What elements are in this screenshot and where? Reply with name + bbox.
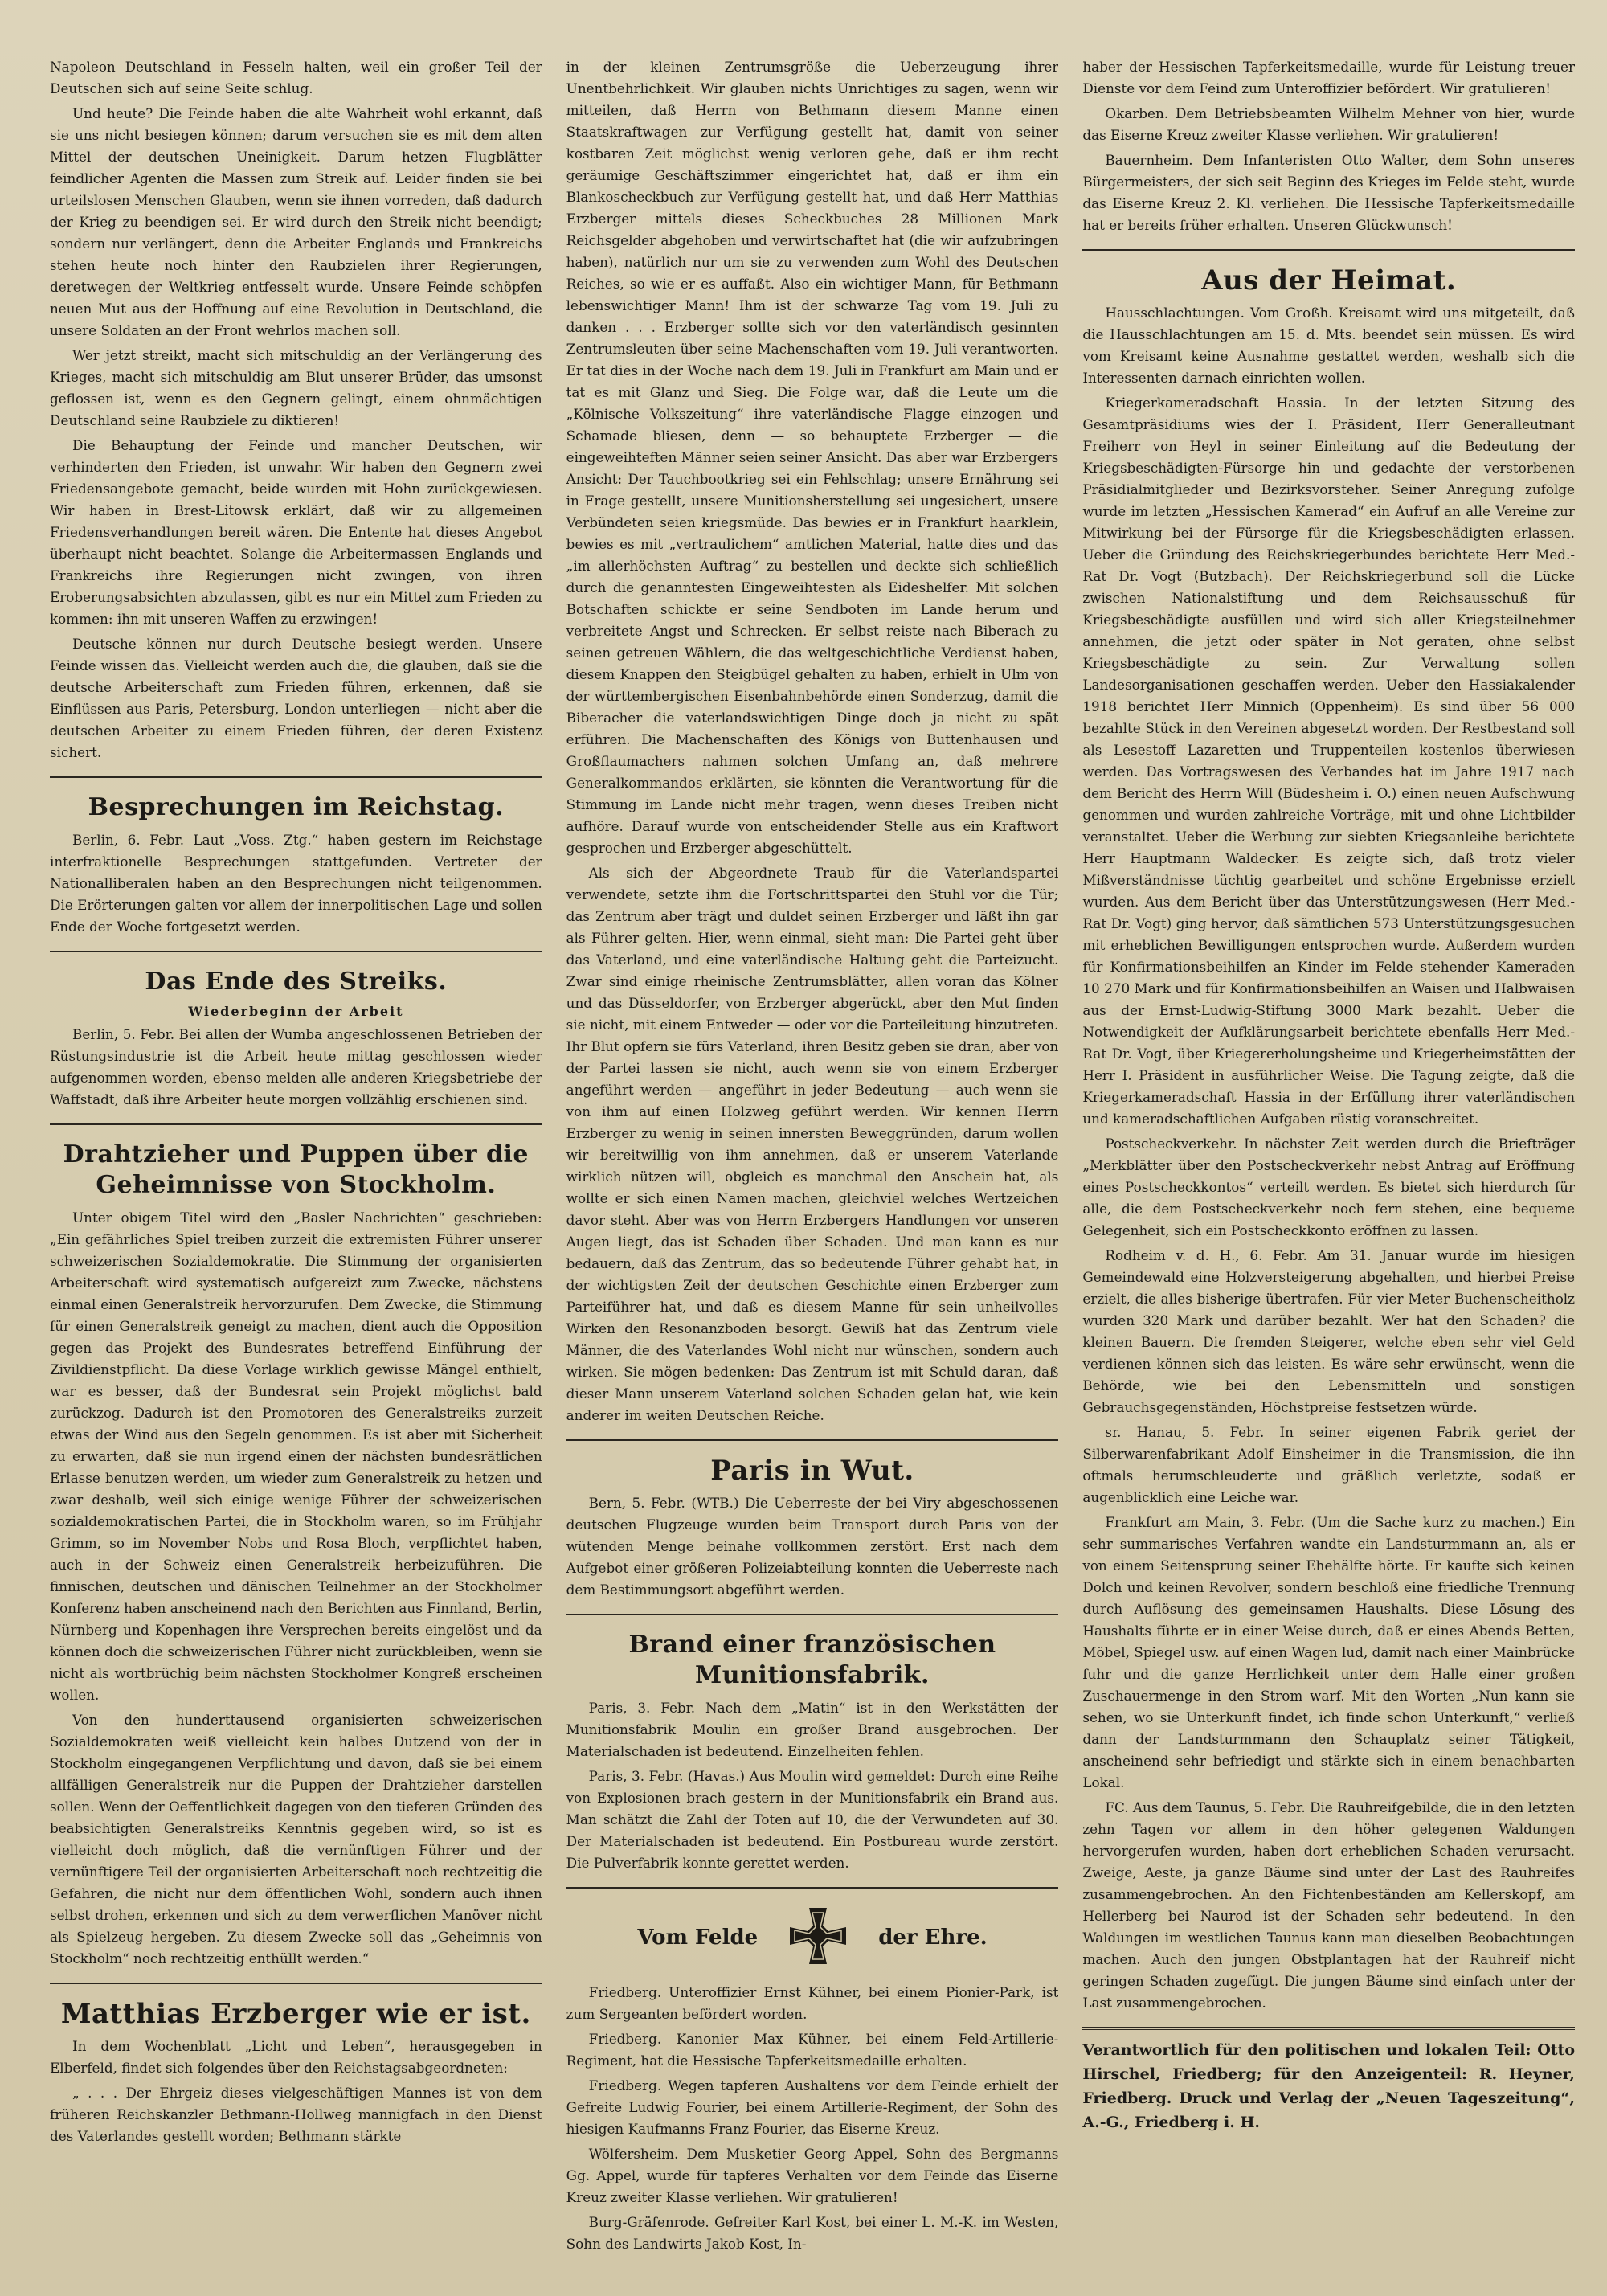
article-text: Wölfersheim. Dem Musketier Georg Appel, Sohn des Bergmanns Gg. Appel, wurde für tapferes Verhalten vor dem Feinde das Eiserne Kreuz zweiter Klasse verliehen. Wir gratulieren! [566,2146,1059,2205]
article-text: Burg-Gräfenrode. Gefreiter Karl Kost, bei einer L. M.-K. im Westen, Sohn des Landwirts Jakob Kost, In- [566,2214,1059,2252]
article-text: Friedberg. Unteroffizier Ernst Kühner, bei einem Pionier-Park, ist zum Sergeanten befördert worden. [566,1984,1059,2022]
article-text: Paris, 3. Febr. Nach dem „Matin“ ist in den Werkstätten der Munitionsfabrik Moulin ein großer Brand ausgebrochen. Der Materialschaden ist bedeutend. Einzelheiten fehlen. [566,1700,1059,1759]
article-text: Die Behauptung der Feinde und mancher Deutschen, wir verhinderten den Frieden, ist unwahr. Wir haben den Gegnern zwei Friedensangebote gemacht, beide wurden mit Hohn zurückgewiesen. Wir haben in Brest-Litowsk erklärt, daß wir zu allgemeinen Friedensverhandlungen bereit wären. Die Entente hat dieses Angebot überhaupt nicht beachtet. Solange die Arbeitermassen Englands und Frankreichs ihre Regierungen nicht zwingen, von ihren Eroberungsabsichten abzulassen, gibt es nur ein Mittel zum Frieden zu kommen: ihn mit unseren Waffen zu erzwingen! [50,437,542,627]
article-text: Unter obigem Titel wird den „Basler Nachrichten“ geschrieben: „Ein gefährliches Spiel treiben zurzeit die extremisten Führer unserer schweizerischen Sozialdemokratie. Die Stimmung der organisierten Arbeiterschaft wird systematisch aufgereizt zum Zwecke, nächstens einmal einen Generalstreik hervorzurufen. Dem Zwecke, die Stimmung für einen Generalstreik geneigt zu machen, dient auch die Opposition gegen das Projekt des Bundesrates betreffend Einführung der Zivildienstpflicht. Da diese Vorlage wirklich gewisse Mängel enthielt, war es besser, daß der Bundesrat sein Projekt möglichst bald zurückzog. Dadurch ist den Promotoren des Generalstreiks zurzeit etwas der Wind aus den Segeln genommen. Es ist aber mit Sicherheit zu erwarten, daß sie nun irgend einen der nächsten bundesrätlichen Erlasse benutzen werden, um wieder zum Generalstreik zu hetzen und zwar deshalb, weil sich einige wenige Führer der schweizerischen sozialdemokratischen Partei, die in Stockholm waren, so im Frühjahr Grimm, so im November Nobs und Rosa Bloch, verpflichtet haben, auch in der Schweiz einen Generalstreik herbeizuführen. Die finnischen, deutschen und dänischen Teilnehmer an der Stockholmer Konferenz haben anscheinend nach den Berichten aus Finnland, Berlin, Nürnberg und Kopenhagen ihre Versprechen bereits eingelöst und da können doch die schweizerischen Führer nicht zurückbleiben, wenn sie nicht als wortbrüchig beim nächsten Stockholmer Kongreß erscheinen wollen. [50,1209,542,1703]
article-text: Kriegerkameradschaft Hassia. In der letzten Sitzung des Gesamtpräsidiums wies der I. Präsident, Herr Generalleutnant Freiherr von Heyl in seiner Einleitung auf die Bedeutung der Kriegsbeschädigten-Fürsorge hin und gedachte der verstorbenen Präsidialmitglieder und Bezirksvorsteher. Seiner Anregung zufolge wurde im letzten „Hessischen Kamerad“ ein Aufruf an alle Vereine zur Mitwirkung bei der Fürsorge für die Kriegsbeschädigten erlassen. Ueber die Gründung des Reichskriegerbundes berichtete Herr Med.-Rat Dr. Vogt (Butzbach). Der Reichskriegerbund soll die Lücke zwischen Nationalstiftung und dem Reichsausschuß für Kriegsbeschädigte ausfüllen und wird sich aller Kriegsteilnehmer annehmen, die jetzt oder später in Not geraten, ohne selbst Kriegsbeschädigte zu sein. Zur Verwaltung sollen Landesorganisationen geschaffen werden. Ueber den Hassiakalender 1918 berichtet Herr Minnich (Oppenheim). Es sind über 56 000 bezahlte Stück in den Vereinen abgesetzt worden. Der Restbestand soll als Lesestoff Lazaretten und Truppenteilen kostenlos überwiesen werden. Das Vortragswesen des Verbandes hat im Jahre 1917 nach dem Bericht des Herrn Will (Büdesheim i. O.) einen neuen Aufschwung genommen und wurden zahlreiche Vorträge, mit und ohne Lichtbilder veranstaltet. Ueber die Werbung zur siebten Kriegsanleihe berichtete Herr Hauptmann Waldecker. Es zeigte sich, daß trotz vieler Mißverständnisse tüchtig gearbeitet und schöne Ergebnisse erzielt wurden. Aus dem Bericht über das Unterstützungswesen (Herr Med.-Rat Dr. Vogt) ging hervor, daß sämtlichen 573 Unterstützungsgesuchen mit erheblichen Bewilligungen entsprochen wurde. Außerdem wurden für Konfirmationsbeihilfen an Kinder im Felde stehender Kameraden 10 270 Mark und für Konfirmationsbeihilfen an Waisen und Halbwaisen aus der Ernst-Ludwig-Stiftung 3000 Mark bezahlt. Ueber die Notwendigkeit der Aufklärungsarbeit berichtete ebenfalls Herr Med.-Rat Dr. Vogt, über Kriegererholungsheime und Kriegerheimstätten der Herr I. Präsident in ausführlicher Weise. Die Tagung zeigte, daß die Kriegerkameradschaft Hassia in der Erfüllung ihrer vaterländischen und kameradschaftlichen Aufgaben rüstig voranschreitet. [1082,395,1576,1127]
article-text: Okarben. Dem Betriebsbeamten Wilhelm Mehner von hier, wurde das Eiserne Kreuz zweiter Klasse verliehen. Wir gratulieren! [1082,105,1576,143]
iron-cross-icon [787,1905,849,1971]
article-text: Deutsche können nur durch Deutsche besiegt werden. Unsere Feinde wissen das. Vielleicht werden auch die, die glauben, daß sie die deutsche Arbeiterschaft zum Frieden führen, erkennen, daß sie Einflüssen aus Paris, Petersburg, London unterliegen — nicht aber die deutschen Arbeiter zu einem Frieden führen, der deren Existenz sichert. [50,636,542,760]
article-text: Bern, 5. Febr. (WTB.) Die Ueberreste der bei Viry abgeschossenen deutschen Flugzeuge wurden beim Transport durch Paris von der wütenden Menge beinahe vollkommen zerstört. Erst nach dem Aufgebot einer größeren Polizeiabteilung konnten die Ueberreste nach dem Bestimmungsort abgeführt werden. [566,1495,1059,1598]
article-text: Als sich der Abgeordnete Traub für die Vaterlandspartei verwendete, setzte ihm die Fortschrittspartei den Stuhl vor die Tür; das Zentrum aber trägt und duldet seinen Erzberger und läßt ihn gar als Führer gelten. Hier, wenn einmal, sieht man: Die Partei geht über das Vaterland, und eine vaterländische Haltung geht die Parteizucht. Zwar sind einige rheinische Zentrumsblätter, allen voran das Kölner und das Düsseldorfer, von Erzberger abgerückt, aber den Mut finden sie nicht, mit einem Entweder — oder vor die Parteileitung hinzutreten. Ihr Blut opfern sie fürs Vaterland, ihren Besitz geben sie dran, aber von der Partei lassen sie nicht, auch wenn sie von einem Erzberger angeführt werden — angeführt in jeder Bedeutung — auch wenn sie von ihm auf einen Holzweg geführt werden. Wir kennen Herrn Erzberger zu wenig in seinen innersten Beweggründen, darum wollen wir bereitwillig von ihm annehmen, daß er unserem Vaterlande wirklich nützen will, obgleich es manchmal den Anschein hat, als wollte er sich einen Namen machen, gleichviel welches Wertzeichen davor steht. Aber was von Herrn Erzbergers Handlungen vor unseren Augen liegt, das ist Schaden über Schaden. Und man kann es nur bedauern, daß das Zentrum, das so bedeutende Führer gehabt hat, in der wichtigsten Zeit der deutschen Geschichte einen Erzberger zum Parteiführer hat, und daß es diesem Manne für sein unheilvolles Wirken den Resonanzboden besorgt. Gewiß hat das Zentrum viele Männer, die des Vaterlandes Wohl nicht nur wünschen, sondern auch wirken. Sie mögen bedenken: Das Zentrum ist mit Schuld daran, daß dieser Mann unserem Vaterland solchen Schaden gelan hat, wie kein anderer im weiten Deutschen Reiche. [566,865,1059,1423]
article-text: Postscheckverkehr. In nächster Zeit werden durch die Briefträger „Merkblätter über den Postscheckverkehr nebst Antrag auf Eröffnung eines Postscheckkontos“ verteilt werden. Es bietet sich hierdurch für alle, die dem Postscheckverkehr noch fern stehen, eine bequeme Gelegenheit, sich ein Postscheckkonto eröffnen zu lassen. [1082,1136,1576,1238]
headline-heimat: Aus der Heimat. [1201,264,1457,297]
honor-heading-left: Vom Felde [637,1926,759,1950]
article-text: haber der Hessischen Tapferkeitsmedaille, wurde für Leistung treuer Dienste vor dem Feind zum Unteroffizier befördert. Wir gratulieren! [1082,59,1576,96]
divider [50,776,542,778]
column-1 [47,56,542,2264]
divider [1082,2027,1575,2030]
article-text: Rodheim v. d. H., 6. Febr. Am 31. Januar wurde im hiesigen Gemeindewald eine Holzversteigerung abgehalten, und hierbei Preise erzielt, die alles bisherige übertrafen. Für vier Meter Buchenscheitholz wurden 320 Mark und darüber bezahlt. Wer hat den Schaden? die kleinen Bauern. Die fremden Steigerer, welche eben sehr viel Geld verdienen können sich das leisten. Es wäre sehr erwünscht, wenn die Behörde, wie bei den Lebensmitteln und sonstigen Gebrauchsgegenständen, Höchstpreise festsetzen würde. [1082,1247,1576,1415]
article-text: Frankfurt am Main, 3. Febr. (Um die Sache kurz zu machen.) Ein sehr summarisches Verfahren wandte ein Landsturmmann an, als er von einem Seitensprung seiner Ehehälfte hörte. Er kaufte sich keinen Dolch und keinen Revolver, sondern beschloß eine friedliche Trennung durch Auflösung des gemeinsamen Haushalts. Diese Lösung des Haushalts führte er in einer Weise durch, daß er eines Abends Betten, Möbel, Spiegel usw. auf einen Wagen lud, damit nach einer Mainbrücke fuhr und die ganze Herrlichkeit unter dem Halle einer großen Zuschauermenge in den Strom warf. Mit den Worten „Nun kann sie sehen, wo sie Unterkunft findet, ich finde schon Unterkunft,“ verließ dann der Landsturmmann den Schauplatz seiner Tätigkeit, anscheinend sehr befriedigt und stärkte sich in einem benachbarten Lokal. [1082,1514,1576,1791]
article-text: Friedberg. Kanonier Max Kühner, bei einem Feld-Artillerie-Regiment, hat die Hessische Tapferkeitsmedaille erhalten. [566,2031,1059,2069]
subheadline: Wiederbeginn der Arbeit [188,1004,404,1019]
headline-munitionsfabrik: Brand einer französischen Munitionsfabrik. [628,1631,996,1689]
article-text: Bauernheim. Dem Infanteristen Otto Walter, dem Sohn unseres Bürgermeisters, der sich seit Beginn des Krieges im Felde steht, wurde das Eiserne Kreuz 2. Kl. verliehen. Die Hessische Tapferkeitsmedaille hat er bereits früher erhalten. Unseren Glückwunsch! [1082,152,1576,233]
divider [50,1123,542,1125]
article-text: Wer jetzt streikt, macht sich mitschuldig an der Verlängerung des Krieges, macht sich mitschuldig am Blut unserer Brüder, das umsonst geflossen ist, wenn es den Gegnern gelingt, einem ohnmächtigen Deutschland seine Raubziele zu diktieren! [50,347,542,428]
article-text: FC. Aus dem Taunus, 5. Febr. Die Rauhreifgebilde, die in den letzten zehn Tagen vor allem in den höher gelegenen Waldungen hervorgerufen wurden, haben dort erheblichen Schaden verursacht. Zweige, Aeste, ja ganze Bäume sind unter der Last des Rauhreifes zusammengebrochen. An den Fichtenbeständen am Kellerskopf, am Hellerberg bei Naurod ist der Schaden sehr bedeutend. In den Waldungen im westlichen Taunus kann man dieselben Beobachtungen machen. Auch den jungen Obstplantagen hat der Rauhreif nicht geringen Schaden zugefügt. Die jungen Bäume sind einfach unter der Last zusammengebrochen. [1082,1799,1576,2011]
divider [566,1887,1059,1889]
article-text: Berlin, 5. Febr. Bei allen der Wumba angeschlossenen Betrieben der Rüstungsindustrie ist die Arbeit heute mittag geschlossen wieder aufgenommen worden, ebenso melden alle anderen Kriegsbetriebe der Waffstadt, daß ihre Arbeiter heute morgen vollzählig erschienen sind. [50,1026,542,1107]
headline-stockholm: Drahtzieher und Puppen über die Geheimnisse von Stockholm. [63,1140,530,1199]
article-text: Paris, 3. Febr. (Havas.) Aus Moulin wird gemeldet: Durch eine Reihe von Explosionen brach gestern in der Munitionsfabrik ein Brand aus. Man schätzt die Zahl der Toten auf 10, die der Verwundeten auf 30. Der Materialschaden ist bedeutend. Ein Postbureau wurde zerstört. Die Pulverfabrik konnte gerettet werden. [566,1768,1059,1871]
divider [566,1439,1059,1441]
divider [566,1614,1059,1615]
article-text: Berlin, 6. Febr. Laut „Voss. Ztg.“ haben gestern im Reichstage interfraktionelle Besprechungen stattgefunden. Vertreter der Nationalliberalen haben an den Besprechungen nicht teilgenommen. Die Erörterungen galten vor allem der innerpolitischen Lage und sollen Ende der Woche fortgesetzt werden. [50,832,542,935]
column-2 [563,56,1059,2264]
divider [50,951,542,952]
headline-erzberger: Matthias Erzberger wie er ist. [60,1998,531,2030]
divider [1082,249,1575,251]
article-text: „ . . . Der Ehrgeiz dieses vielgeschäftigen Mannes ist von dem früheren Reichskanzler Bethmann-Hollweg mannigfach in den Dienst des Vaterlandes gestellt worden; Bethmann stärkte [50,2085,542,2144]
honor-heading [566,1905,1059,1971]
article-text: Und heute? Die Feinde haben die alte Wahrheit wohl erkannt, daß sie uns nicht besiegen können; darum versuchen sie es mit dem alten Mittel der deutschen Uneinigkeit. Darum hetzen Flugblätter feindlicher Agenten die Massen zum Streik auf. Leider finden sie bei urteilslosen Menschen Glauben, wenn sie ihnen vorreden, daß dadurch der Krieg zu beendigen sei. Er wird durch den Streik nicht beendigt; sondern nur verlängert, denn die Arbeiter Englands und Frankreichs stehen heute noch hinter den Raubzielen ihrer Regierungen, deretwegen der Weltkrieg entfesselt wurde. Unsere Feinde schöpfen neuen Mut aus der Hoffnung auf eine Revolution in Deutschland, die unsere Soldaten an der Front wehrlos machen soll. [50,105,542,338]
honor-heading-right: der Ehre. [878,1926,988,1950]
article-text: Friedberg. Wegen tapferen Aushaltens vor dem Feinde erhielt der Gefreite Ludwig Fourier, bei einem Artillerie-Regiment, der Sohn des hiesigen Kaufmanns Franz Fourier, das Eiserne Kreuz. [566,2077,1059,2137]
headline-reichstag: Besprechungen im Reichstag. [88,793,505,821]
article-text: in der kleinen Zentrumsgröße die Ueberzeugung ihrer Unentbehrlichkeit. Wir glauben nichts Unrichtiges zu sagen, wenn wir mitteilen, daß Herrn von Bethmann diesem Manne einen Staatskraftwagen zur Verfügung gestellt hat, damit von seiner kostbaren Zeit möglichst wenig verloren gehe, daß er ihm recht geräumige Geschäftszimmer eingerichtet hat, daß er ihm ein Blankoscheckbuch zur Verfügung gestellt hat, und daß Herr Matthias Erzberger mittels dieses Scheckbuches 28 Millionen Mark Reichsgelder abgehoben und verwirtschaftet hat (die wir aufzubringen haben), natürlich nur um sie zu verwenden zum Wohl des Deutschen Reiches, so wie er es auffaßt. Also ein wichtiger Mann, für Bethmann lebenswichtiger Mann! Ihm ist der schwarze Tag vom 19. Juli zu danken . . . Erzberger sollte sich vor den vaterländisch gesinnten Zentrumsleuten über seine Machenschaften vom 19. Juli verantworten. Er tat dies in der Woche nach dem 19. Juli in Frankfurt am Main und er tat es mit Glanz und Sieg. Die Folge war, daß die Leute um die „Kölnische Volkszeitung“ ihre vaterländische Flagge einzogen und Schamade bliesen, denn — so behauptete Erzberger — die eingeweihteften Männer seien seiner Ansicht. Das aber war Erzbergers Ansicht: Der Tauchbootkrieg sei ein Fehlschlag; unsere Ernährung sei in Frage gestellt, unsere Munitionsherstellung sei ungesichert, unsere Verbündeten seien kriegsmüde. Das bewies er in Frankfurt haarklein, bewies es mit „vertraulichem“ amtlichen Material, hatte dies und das „im allerhöchsten Auftrag“ zu bestellen und deckte sich schließlich durch die genanntesten Eingeweihtesten als Eideshelfer. Mit solchen Botschaften schickte er seine Sendboten im Lande herum und verbreitete Angst und Schrecken. Er selbst reiste nach Biberach zu seinen getreuen Wählern, die das weltgeschichtliche Verdienst haben, diesem Knappen den Steigbügel gehalten zu haben, erhielt in Ulm von der württembergischen Eisenbahnbehörde einen Sonderzug, damit die Biberacher die vaterlandswichtigen Dinge doch ja nicht zu spät erführen. Die Machenschaften des Königs von Buttenhausen und Großflaumachers nahmen solchen Umfang an, daß mehrere Generalkommandos erklärten, sie könnten die Verantwortung für die Stimmung im Lande nicht mehr tragen, wenn dieses Treiben nicht aufhöre. Darauf wurde von entscheidender Stelle aus ein Kraftwort gesprochen und Erzberger abgeschüttelt. [566,59,1059,856]
article-text: Von den hunderttausend organisierten schweizerischen Sozialdemokraten weiß vielleicht kein halbes Dutzend von der in Stockholm eingegangenen Verpflichtung und davon, daß sie bei einem allfälligen Generalstreik nur die Puppen der Drahtzieher darstellen sollen. Wenn der Oeffentlichkeit dagegen von den tieferen Gründen des beabsichtigten Generalstreiks Kenntnis gegeben wird, so ist es vielleicht doch möglich, daß die vernünftigen Führer und der vernünftigere Teil der organisierten Arbeiterschaft noch rechtzeitig die Gefahren, die nicht nur dem öffentlichen Wohl, sondern auch ihnen selbst drohen, erkennen und sich zu dem verwerflichen Manöver nicht als Spielzeug hergeben. Zu diesem Zwecke soll das „Geheimnis von Stockholm“ noch rechtzeitig enthüllt werden.“ [50,1712,542,1967]
imprint: Verantwortlich für den politischen und lokalen Teil: Otto Hirschel, Friedberg; für den Anzeigenteil: R. Heyner, Friedberg. Druck und Verlag der „Neuen Tageszeitung“, A.-G., Friedberg i. H. [1082,2041,1576,2131]
divider [50,1983,542,1984]
article-text: Hausschlachtungen. Vom Großh. Kreisamt wird uns mitgeteilt, daß die Hausschlachtungen am 15. d. Mts. beendet sein müssen. Es wird vom Kreisamt keine Ausnahme gestattet werden, weshalb sich die Interessenten darnach einrichten wollen. [1082,305,1576,386]
article-text: Napoleon Deutschland in Fesseln halten, weil ein großer Teil der Deutschen sich auf seine Seite schlug. [50,59,542,96]
article-text: In dem Wochenblatt „Licht und Leben“, herausgegeben in Elberfeld, findet sich folgendes über den Reichstagsabgeordneten: [50,2038,542,2076]
headline-streik: Das Ende des Streiks. [145,968,448,996]
headline-paris: Paris in Wut. [710,1455,914,1487]
column-container [47,56,1575,2264]
column-3 [1079,56,1575,2264]
article-text: sr. Hanau, 5. Febr. In seiner eigenen Fabrik geriet der Silberwarenfabrikant Adolf Einsheimer in die Transmission, die ihn oftmals herumschleuderte und gräßlich verletzte, sodaß er augenblicklich eine Leiche war. [1082,1424,1576,1505]
